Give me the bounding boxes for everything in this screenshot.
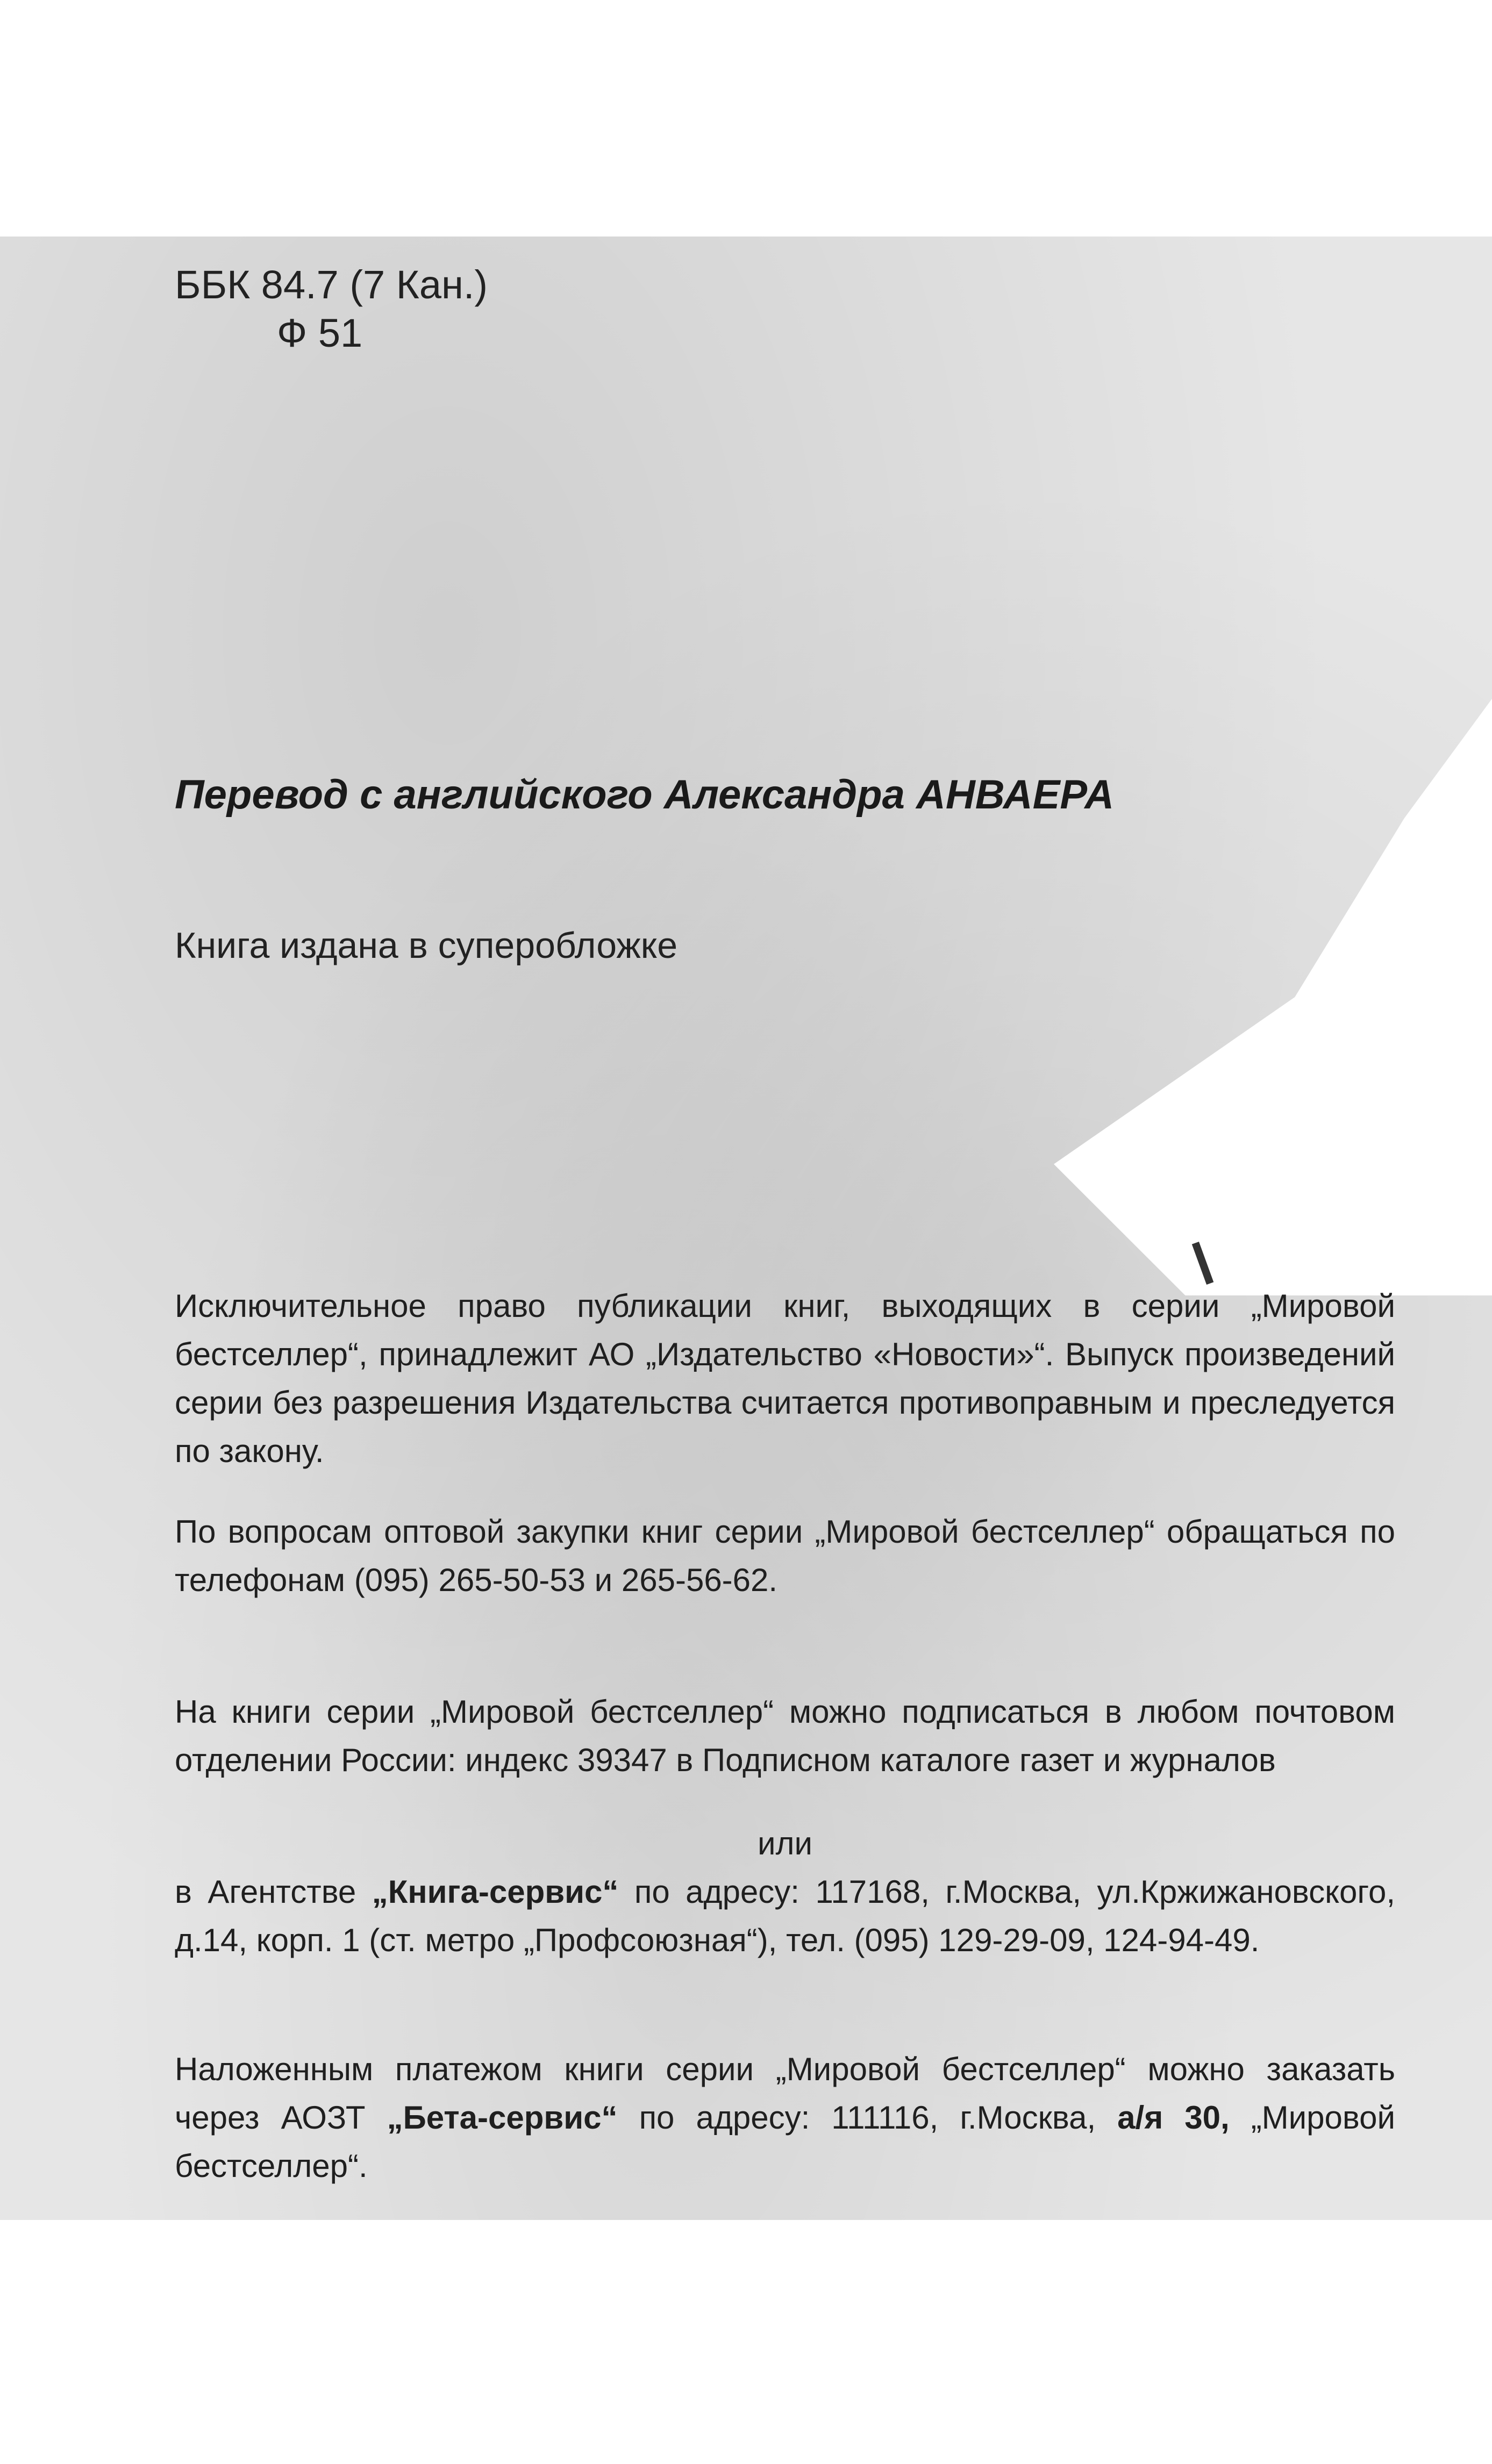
classification-block [175, 261, 488, 357]
translator-credit: Перевод с английского Александра АНВАЕРА [175, 772, 1115, 818]
copyright-notice: Исключительное право публикации книг, выходящих в серии „Мировой бестселлер“, принадлежит АО „Издательство «Новости»“. Выпуск произведений серии без разрешения Издательства считается противоправным и преследуется по закону. [175, 1288, 1395, 1469]
mail-order-company: „Бета-сервис“ [387, 2100, 618, 2136]
wholesale-info: По вопросам оптовой закупки книг серии „Мировой бестселлер“ обращаться по телефонам (095) 265-50-53 и 265-56-62. [175, 1514, 1395, 1598]
bbk-code: ББК 84.7 (7 Кан.) [175, 262, 488, 307]
agency-name: „Книга-сервис“ [372, 1874, 619, 1910]
cover-note: Книга издана в суперобложке [175, 925, 678, 966]
or-separator: или [757, 1825, 813, 1861]
mail-order-prefix: Наложенным платежом книги серии „Мировой бестселлер“ можно заказать через АОЗТ [175, 2051, 1395, 2136]
agency-prefix: в Агентстве [175, 1874, 356, 1910]
mail-order-info [175, 2045, 1395, 2190]
mail-order-address: по адресу: 111116, г.Москва, [639, 2100, 1096, 2136]
subscription-info: На книги серии „Мировой бестселлер“ можно подписаться в любом почтовом отделении России: индекс 39347 в Подписном каталоге газет и журналов [175, 1694, 1395, 1778]
mail-order-box: а/я 30, [1117, 2100, 1230, 2136]
agency-info [175, 1868, 1395, 1965]
agency-address: по адресу: 117168, г.Москва, ул.Кржижановского, д.14, корп. 1 (ст. метро „Профсоюзная“), тел. (095) 129-29-09, 124-94-49. [175, 1874, 1395, 1958]
mail-order-suffix: „Мировой бестселлер“. [175, 2100, 1395, 2184]
author-code: Ф 51 [277, 311, 363, 355]
